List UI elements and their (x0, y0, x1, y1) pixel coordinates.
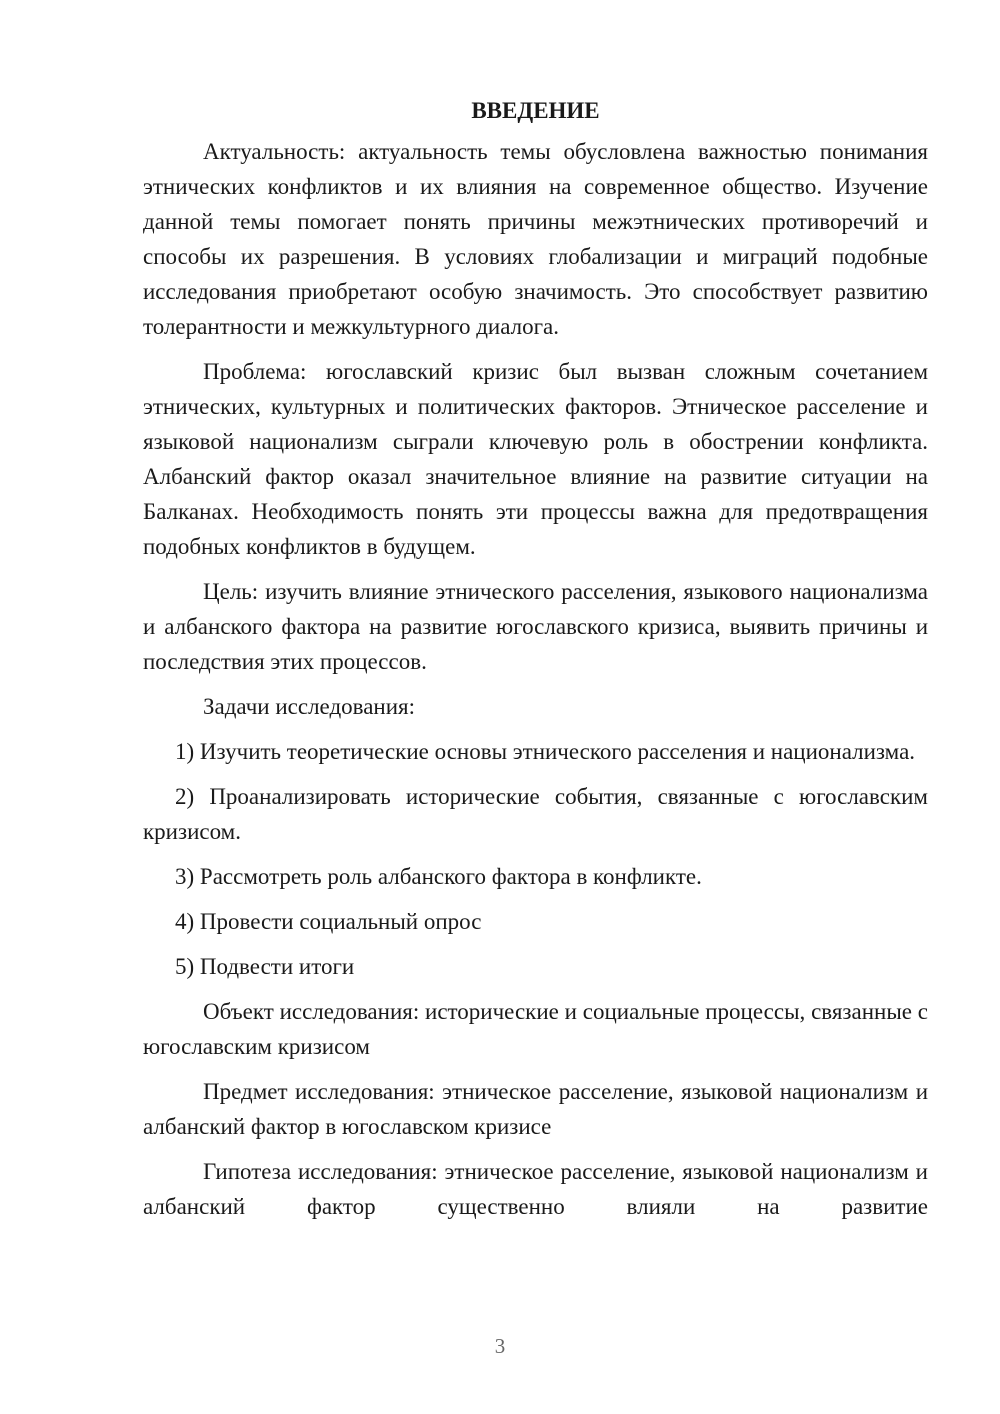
tasks-heading: Задачи исследования: (203, 694, 416, 719)
page-number: 3 (494, 1334, 506, 1358)
task-item-3: 3) Рассмотреть роль албанского фактора в конфликте. (175, 864, 702, 889)
object-paragraph: Объект исследования: исторические и социальные процессы, связанные с югославским кризисом (143, 999, 928, 1059)
task-item-4: 4) Провести социальный опрос (175, 909, 482, 934)
page-content (143, 93, 928, 1234)
task-item-1: 1) Изучить теоретические основы этнического расселения и национализма. (175, 739, 916, 764)
task-item-2: 2) Проанализировать исторические события, связанные с югославским кризисом. (143, 784, 928, 844)
goal-paragraph: Цель: изучить влияние этнического расселения, языкового национализма и албанского фактора на развитие югославского кризиса, выявить причины и последствия этих процессов. (143, 579, 928, 674)
relevance-paragraph: Актуальность: актуальность темы обусловлена важностью понимания этнических конфликтов и их влияния на современное общество. Изучение данной темы помогает понять причины межэтнических противоречий и способы их разрешения. В условиях глобализации и миграций подобные исследования приобретают особую значимость. Это способствует развитию толерантности и межкультурного диалога. (143, 139, 928, 339)
section-title: ВВЕДЕНИЕ (471, 98, 600, 123)
subject-paragraph: Предмет исследования: этническое расселение, языковой национализм и албанский фактор в югославском кризисе (143, 1079, 928, 1139)
hypothesis-paragraph: Гипотеза исследования: этническое расселение, языковой национализм и албанский фактор существенно влияли на развитие (143, 1159, 928, 1219)
task-item-5: 5) Подвести итоги (175, 954, 355, 979)
problem-paragraph: Проблема: югославский кризис был вызван сложным сочетанием этнических, культурных и политических факторов. Этническое расселение и языковой национализм сыграли ключевую роль в обострении конфликта. Албанский фактор оказал значительное влияние на развитие ситуации на Балканах. Необходимость понять эти процессы важна для предотвращения подобных конфликтов в будущем. (143, 359, 928, 559)
